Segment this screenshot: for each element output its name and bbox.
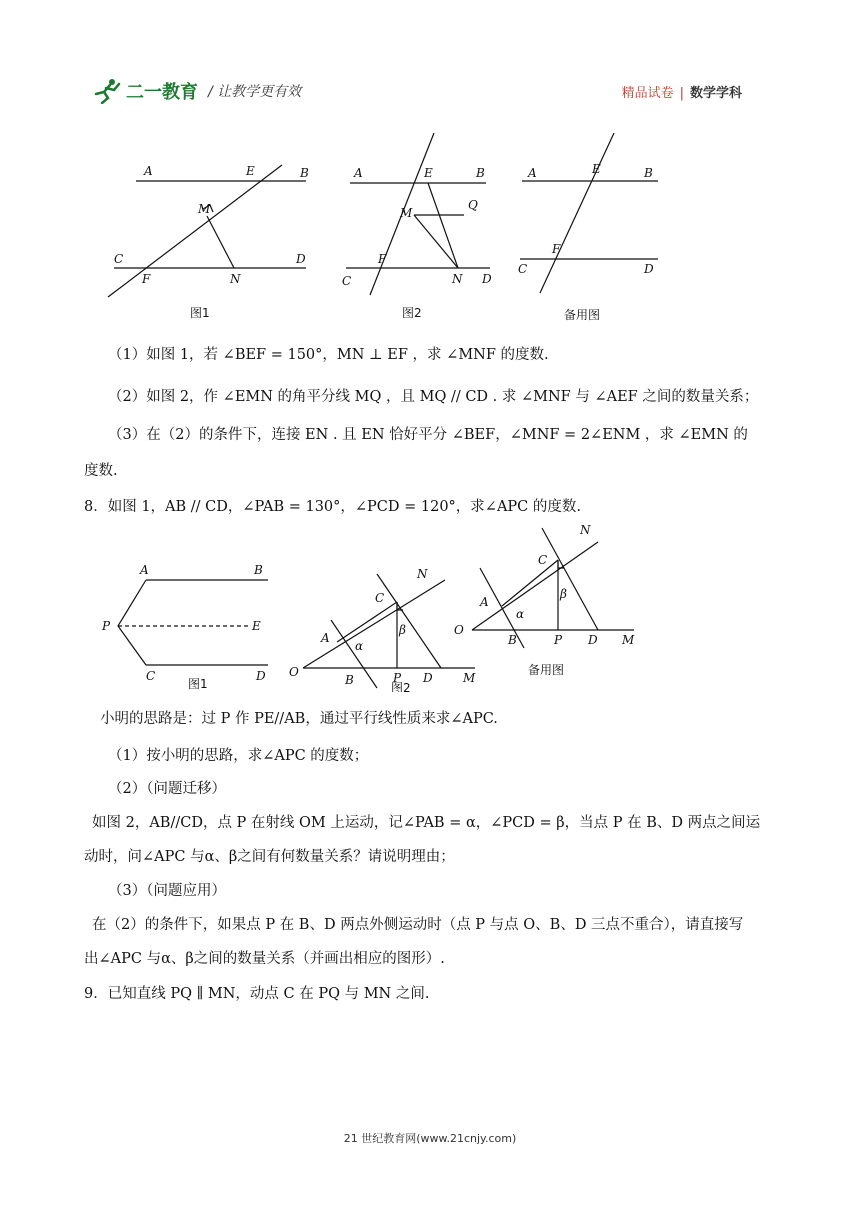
q8-figures <box>100 522 660 692</box>
q7-figures <box>100 125 660 325</box>
label-D: D <box>588 633 598 647</box>
page-footer: 21 世纪教育网(www.21cnjy.com) <box>343 1132 517 1145</box>
fig1-caption: 图1 <box>190 306 210 320</box>
label-Q: Q <box>468 198 478 212</box>
label-C: C <box>518 262 528 276</box>
label-P: P <box>554 633 563 647</box>
label-D: D <box>296 252 306 266</box>
q7-part2: （2）如图 2，作 ∠EMN 的角平分线 MQ ，且 MQ // CD . 求 ∠MNF 与 ∠AEF 之间的数量关系； <box>108 389 759 405</box>
label-M: M <box>198 202 211 216</box>
q8-figure-1-labels <box>101 563 266 691</box>
header-tag: 精品试卷 <box>621 86 674 101</box>
q7-figure-3 <box>520 133 658 293</box>
header-right <box>622 82 742 101</box>
fig1-caption: 图1 <box>188 677 208 691</box>
q9-stem: 9．已知直线 PQ ∥ MN，动点 C 在 PQ 与 MN 之间. <box>84 986 430 1002</box>
label-C: C <box>146 669 156 683</box>
q7-part3: （3）在（2）的条件下，连接 EN . 且 EN 恰好平分 ∠BEF，∠MNF = 2∠ENM ，求 ∠EMN 的 <box>108 427 748 443</box>
label-A: A <box>144 164 153 178</box>
label-B: B <box>508 633 517 647</box>
label-P: P <box>102 619 111 633</box>
q8-sub3-body-cont: 出∠APC 与α、β之间的数量关系（并画出相应的图形）. <box>84 951 445 967</box>
label-A: A <box>140 563 149 577</box>
q8-figure-3 <box>472 528 634 648</box>
label-E: E <box>252 619 261 633</box>
q7-part1: （1）如图 1，若 ∠BEF = 150°，MN ⊥ EF ，求 ∠MNF 的度数. <box>108 347 549 363</box>
q7-figure-3-labels <box>518 162 654 322</box>
q8-figure-3-labels <box>454 523 635 677</box>
label-F: F <box>552 242 561 256</box>
label-P: P <box>393 671 402 685</box>
label-beta: β <box>399 623 406 637</box>
q8-figure-2-labels <box>289 567 476 692</box>
label-N: N <box>230 272 241 286</box>
label-D: D <box>482 272 492 286</box>
label-A: A <box>528 166 537 180</box>
label-E: E <box>592 162 601 176</box>
header-subject: 数学学科 <box>689 86 742 101</box>
label-F: F <box>378 252 387 266</box>
q8-sub3-body: 在（2）的条件下，如果点 P 在 B、D 两点外侧运动时（点 P 与点 O、B、D 三点不重合），请直接写 <box>92 917 744 933</box>
label-F: F <box>142 272 151 286</box>
label-B: B <box>644 166 653 180</box>
q7-figure-1-labels <box>114 164 309 320</box>
label-A: A <box>354 166 363 180</box>
fig3-caption: 备用图 <box>564 308 601 322</box>
fig2-caption: 图2 <box>391 681 411 692</box>
brand <box>92 78 301 104</box>
label-alpha: α <box>516 607 525 621</box>
label-A: A <box>321 631 330 645</box>
fig3-caption: 备用图 <box>528 663 565 677</box>
label-B: B <box>254 563 263 577</box>
label-B: B <box>476 166 485 180</box>
q8-figure-1 <box>118 580 268 665</box>
q7-figure-2-labels <box>342 166 492 320</box>
q8-sub3: （3）（问题应用） <box>108 883 226 899</box>
q8-sub2: （2）（问题迁移） <box>108 781 226 797</box>
brand-name: 二一教育 <box>126 82 198 103</box>
q8-sub2-body: 如图 2，AB//CD，点 P 在射线 OM 上运动，记∠PAB = α，∠PCD = β，当点 P 在 B、D 两点之间运 <box>92 815 761 831</box>
q7-figure-1 <box>108 165 306 297</box>
runner-logo-icon <box>92 78 122 104</box>
label-D: D <box>423 671 433 685</box>
q8-sub1: （1）按小明的思路，求∠APC 的度数； <box>108 748 369 764</box>
label-D: D <box>644 262 654 276</box>
label-M: M <box>622 633 635 647</box>
label-C: C <box>342 274 352 288</box>
label-E: E <box>246 164 255 178</box>
brand-slogan: / 让教学更有效 <box>208 84 302 100</box>
label-beta: β <box>560 587 567 601</box>
q7-figure-2 <box>346 133 490 295</box>
label-C: C <box>375 591 385 605</box>
header-separator: | <box>679 86 684 101</box>
label-O: O <box>289 665 299 679</box>
label-O: O <box>454 623 464 637</box>
page-header <box>0 0 860 110</box>
q8-idea: 小明的思路是：过 P 作 PE//AB，通过平行线性质来求∠APC. <box>100 711 498 727</box>
q8-stem: 8．如图 1，AB // CD，∠PAB = 130°，∠PCD = 120°，求∠APC 的度数. <box>84 499 581 515</box>
label-C: C <box>538 553 548 567</box>
label-E: E <box>424 166 433 180</box>
q8-sub2-body-cont: 动时，问∠APC 与α、β之间有何数量关系？请说明理由； <box>84 849 455 865</box>
label-A: A <box>480 595 489 609</box>
label-D: D <box>256 669 266 683</box>
label-B: B <box>300 166 309 180</box>
q7-part3-cont: 度数. <box>84 463 118 479</box>
label-N: N <box>452 272 463 286</box>
label-M: M <box>463 671 476 685</box>
label-C: C <box>114 252 124 266</box>
label-alpha: α <box>355 639 364 653</box>
fig2-caption: 图2 <box>402 306 422 320</box>
label-B: B <box>345 673 354 687</box>
label-M: M <box>400 206 413 220</box>
label-N: N <box>417 567 428 581</box>
label-N: N <box>580 523 591 537</box>
